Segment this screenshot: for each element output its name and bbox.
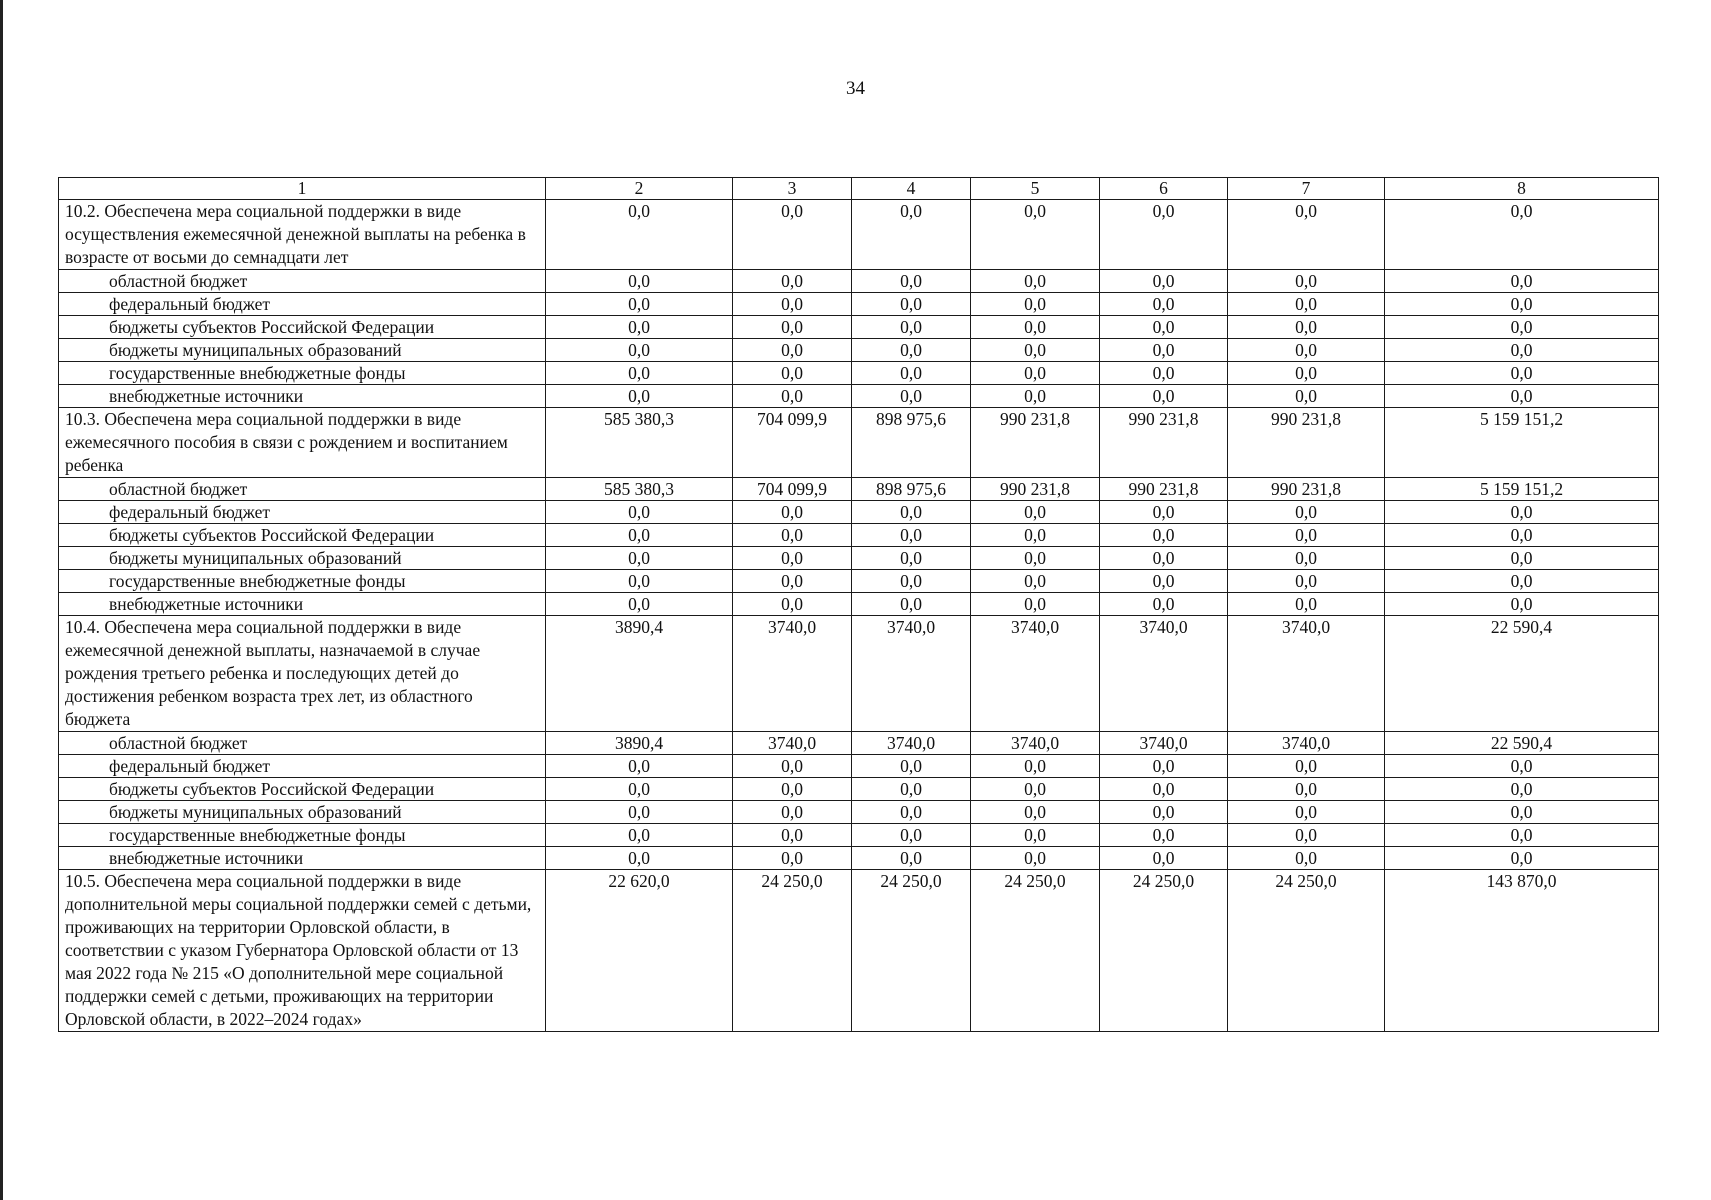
funding-source-value: 0,0 bbox=[852, 801, 971, 824]
funding-source-value: 0,0 bbox=[1385, 270, 1659, 293]
funding-source-value: 0,0 bbox=[733, 339, 852, 362]
funding-source-value: 0,0 bbox=[1228, 778, 1385, 801]
section-title: 10.3. Обеспечена мера социальной поддержки в виде ежемесячного пособия в связи с рождением и воспитанием ребенка bbox=[59, 408, 546, 478]
section-value: 0,0 bbox=[546, 200, 733, 270]
funding-source-value: 0,0 bbox=[546, 316, 733, 339]
funding-source-value: 0,0 bbox=[852, 501, 971, 524]
funding-source-value: 0,0 bbox=[1100, 293, 1228, 316]
funding-source-value: 0,0 bbox=[1100, 593, 1228, 616]
section-row bbox=[59, 616, 1659, 732]
column-number-6: 6 bbox=[1100, 178, 1228, 200]
funding-source-value: 0,0 bbox=[546, 570, 733, 593]
funding-source-value: 0,0 bbox=[733, 824, 852, 847]
funding-source-value: 0,0 bbox=[852, 593, 971, 616]
section-row bbox=[59, 408, 1659, 478]
table-body bbox=[59, 178, 1659, 1032]
funding-source-value: 898 975,6 bbox=[852, 478, 971, 501]
funding-source-value: 0,0 bbox=[1385, 362, 1659, 385]
funding-source-label: бюджеты субъектов Российской Федерации bbox=[59, 778, 546, 801]
funding-source-value: 0,0 bbox=[852, 270, 971, 293]
funding-source-value: 0,0 bbox=[733, 755, 852, 778]
funding-source-value: 0,0 bbox=[1228, 824, 1385, 847]
funding-source-row bbox=[59, 524, 1659, 547]
funding-source-value: 0,0 bbox=[1100, 385, 1228, 408]
funding-source-value: 0,0 bbox=[1385, 593, 1659, 616]
column-number-2: 2 bbox=[546, 178, 733, 200]
funding-source-value: 0,0 bbox=[546, 293, 733, 316]
funding-source-row bbox=[59, 316, 1659, 339]
column-number-3: 3 bbox=[733, 178, 852, 200]
funding-source-value: 5 159 151,2 bbox=[1385, 478, 1659, 501]
funding-source-value: 0,0 bbox=[971, 270, 1100, 293]
section-title: 10.5. Обеспечена мера социальной поддержки в виде дополнительной меры социальной поддержки семей с детьми, проживающих на территории Орловской области, в соответствии с указом Губернатора Орловской области от 13 мая 2022 года № 215 «О дополнительной мере социальной поддержки семей с детьми, проживающих на территории Орловской области, в 2022–2024 годах» bbox=[59, 870, 546, 1032]
funding-source-value: 0,0 bbox=[1228, 362, 1385, 385]
funding-source-row bbox=[59, 847, 1659, 870]
funding-source-value: 0,0 bbox=[1385, 547, 1659, 570]
funding-source-value: 0,0 bbox=[546, 593, 733, 616]
funding-source-value: 585 380,3 bbox=[546, 478, 733, 501]
funding-source-value: 22 590,4 bbox=[1385, 732, 1659, 755]
funding-source-value: 0,0 bbox=[971, 524, 1100, 547]
funding-source-value: 0,0 bbox=[1385, 524, 1659, 547]
section-value: 898 975,6 bbox=[852, 408, 971, 478]
section-value: 3890,4 bbox=[546, 616, 733, 732]
funding-source-value: 0,0 bbox=[852, 547, 971, 570]
funding-source-value: 3740,0 bbox=[971, 732, 1100, 755]
funding-source-value: 0,0 bbox=[733, 593, 852, 616]
section-value: 3740,0 bbox=[852, 616, 971, 732]
funding-source-value: 0,0 bbox=[733, 778, 852, 801]
funding-source-value: 0,0 bbox=[733, 385, 852, 408]
section-value: 22 590,4 bbox=[1385, 616, 1659, 732]
funding-source-row bbox=[59, 778, 1659, 801]
section-value: 585 380,3 bbox=[546, 408, 733, 478]
funding-source-value: 0,0 bbox=[1100, 524, 1228, 547]
funding-source-value: 3740,0 bbox=[733, 732, 852, 755]
section-row bbox=[59, 870, 1659, 1032]
funding-source-row bbox=[59, 570, 1659, 593]
funding-source-value: 0,0 bbox=[1228, 755, 1385, 778]
funding-source-value: 3740,0 bbox=[1228, 732, 1385, 755]
funding-source-value: 0,0 bbox=[852, 362, 971, 385]
funding-source-value: 0,0 bbox=[1228, 524, 1385, 547]
funding-source-value: 990 231,8 bbox=[1228, 478, 1385, 501]
funding-source-value: 0,0 bbox=[1385, 824, 1659, 847]
funding-source-row bbox=[59, 293, 1659, 316]
funding-source-value: 0,0 bbox=[1385, 755, 1659, 778]
funding-source-value: 3740,0 bbox=[852, 732, 971, 755]
funding-source-value: 3740,0 bbox=[1100, 732, 1228, 755]
funding-source-value: 990 231,8 bbox=[1100, 478, 1228, 501]
funding-source-row bbox=[59, 478, 1659, 501]
funding-source-value: 0,0 bbox=[971, 593, 1100, 616]
funding-source-value: 0,0 bbox=[1100, 339, 1228, 362]
funding-source-label: федеральный бюджет bbox=[59, 501, 546, 524]
funding-source-value: 0,0 bbox=[1100, 847, 1228, 870]
section-value: 22 620,0 bbox=[546, 870, 733, 1032]
funding-source-value: 0,0 bbox=[1385, 316, 1659, 339]
funding-source-value: 0,0 bbox=[971, 362, 1100, 385]
funding-source-value: 0,0 bbox=[733, 270, 852, 293]
column-number-5: 5 bbox=[971, 178, 1100, 200]
section-value: 24 250,0 bbox=[971, 870, 1100, 1032]
funding-source-value: 0,0 bbox=[1228, 801, 1385, 824]
column-number-row bbox=[59, 178, 1659, 200]
funding-source-label: областной бюджет bbox=[59, 478, 546, 501]
funding-source-value: 0,0 bbox=[1385, 847, 1659, 870]
funding-source-value: 0,0 bbox=[1100, 316, 1228, 339]
funding-source-row bbox=[59, 755, 1659, 778]
funding-source-value: 0,0 bbox=[546, 339, 733, 362]
funding-source-value: 0,0 bbox=[971, 501, 1100, 524]
funding-source-value: 0,0 bbox=[971, 778, 1100, 801]
funding-source-value: 0,0 bbox=[1228, 316, 1385, 339]
funding-source-value: 0,0 bbox=[1100, 755, 1228, 778]
funding-source-value: 0,0 bbox=[733, 293, 852, 316]
funding-source-row bbox=[59, 339, 1659, 362]
page-number: 34 bbox=[846, 78, 865, 99]
section-value: 24 250,0 bbox=[1100, 870, 1228, 1032]
funding-source-value: 0,0 bbox=[1228, 501, 1385, 524]
budget-table bbox=[58, 177, 1659, 1032]
funding-source-value: 0,0 bbox=[1385, 801, 1659, 824]
funding-source-row bbox=[59, 801, 1659, 824]
section-row bbox=[59, 200, 1659, 270]
section-value: 0,0 bbox=[1228, 200, 1385, 270]
funding-source-value: 990 231,8 bbox=[971, 478, 1100, 501]
funding-source-value: 0,0 bbox=[1228, 547, 1385, 570]
section-value: 3740,0 bbox=[971, 616, 1100, 732]
funding-source-value: 0,0 bbox=[852, 847, 971, 870]
funding-source-value: 0,0 bbox=[971, 293, 1100, 316]
funding-source-value: 0,0 bbox=[1228, 385, 1385, 408]
funding-source-value: 0,0 bbox=[971, 547, 1100, 570]
funding-source-row bbox=[59, 732, 1659, 755]
funding-source-label: внебюджетные источники bbox=[59, 385, 546, 408]
funding-source-value: 0,0 bbox=[971, 755, 1100, 778]
funding-source-label: областной бюджет bbox=[59, 270, 546, 293]
funding-source-value: 0,0 bbox=[852, 293, 971, 316]
funding-source-value: 0,0 bbox=[546, 778, 733, 801]
funding-source-value: 0,0 bbox=[852, 778, 971, 801]
funding-source-value: 0,0 bbox=[1100, 501, 1228, 524]
funding-source-value: 0,0 bbox=[1385, 501, 1659, 524]
funding-source-value: 0,0 bbox=[1100, 801, 1228, 824]
section-value: 24 250,0 bbox=[1228, 870, 1385, 1032]
funding-source-value: 0,0 bbox=[733, 362, 852, 385]
section-value: 0,0 bbox=[1385, 200, 1659, 270]
section-value: 990 231,8 bbox=[971, 408, 1100, 478]
section-value: 0,0 bbox=[852, 200, 971, 270]
column-number-8: 8 bbox=[1385, 178, 1659, 200]
funding-source-value: 0,0 bbox=[546, 362, 733, 385]
funding-source-value: 0,0 bbox=[1228, 293, 1385, 316]
funding-source-value: 0,0 bbox=[1228, 270, 1385, 293]
funding-source-value: 0,0 bbox=[852, 524, 971, 547]
funding-source-value: 0,0 bbox=[1385, 778, 1659, 801]
funding-source-value: 0,0 bbox=[1385, 339, 1659, 362]
funding-source-value: 0,0 bbox=[546, 501, 733, 524]
funding-source-label: государственные внебюджетные фонды bbox=[59, 570, 546, 593]
funding-source-value: 0,0 bbox=[852, 755, 971, 778]
section-title: 10.4. Обеспечена мера социальной поддержки в виде ежемесячной денежной выплаты, назначаемой в случае рождения третьего ребенка и последующих детей до достижения ребенком возраста трех лет, из областного бюджета bbox=[59, 616, 546, 732]
funding-source-label: федеральный бюджет bbox=[59, 293, 546, 316]
funding-source-value: 0,0 bbox=[1385, 293, 1659, 316]
funding-source-value: 0,0 bbox=[852, 316, 971, 339]
funding-source-value: 0,0 bbox=[1228, 847, 1385, 870]
funding-source-value: 0,0 bbox=[1228, 339, 1385, 362]
funding-source-label: бюджеты муниципальных образований bbox=[59, 547, 546, 570]
funding-source-value: 0,0 bbox=[546, 547, 733, 570]
funding-source-row bbox=[59, 270, 1659, 293]
funding-source-label: федеральный бюджет bbox=[59, 755, 546, 778]
funding-source-value: 0,0 bbox=[1385, 570, 1659, 593]
funding-source-value: 0,0 bbox=[1228, 593, 1385, 616]
funding-source-value: 0,0 bbox=[1100, 824, 1228, 847]
funding-source-value: 0,0 bbox=[546, 755, 733, 778]
funding-source-value: 0,0 bbox=[852, 339, 971, 362]
section-value: 0,0 bbox=[1100, 200, 1228, 270]
funding-source-value: 0,0 bbox=[546, 385, 733, 408]
funding-source-row bbox=[59, 593, 1659, 616]
section-value: 143 870,0 bbox=[1385, 870, 1659, 1032]
section-value: 990 231,8 bbox=[1100, 408, 1228, 478]
funding-source-value: 0,0 bbox=[971, 801, 1100, 824]
funding-source-value: 0,0 bbox=[546, 847, 733, 870]
page-scan-edge bbox=[0, 0, 3, 1200]
section-value: 0,0 bbox=[733, 200, 852, 270]
funding-source-value: 0,0 bbox=[971, 570, 1100, 593]
column-number-7: 7 bbox=[1228, 178, 1385, 200]
section-value: 990 231,8 bbox=[1228, 408, 1385, 478]
funding-source-label: государственные внебюджетные фонды bbox=[59, 824, 546, 847]
section-value: 0,0 bbox=[971, 200, 1100, 270]
funding-source-value: 0,0 bbox=[852, 824, 971, 847]
funding-source-value: 0,0 bbox=[546, 801, 733, 824]
column-number-1: 1 bbox=[59, 178, 546, 200]
funding-source-value: 0,0 bbox=[733, 801, 852, 824]
funding-source-label: бюджеты субъектов Российской Федерации bbox=[59, 524, 546, 547]
funding-source-value: 0,0 bbox=[1100, 778, 1228, 801]
funding-source-value: 0,0 bbox=[546, 270, 733, 293]
funding-source-value: 0,0 bbox=[971, 385, 1100, 408]
funding-source-value: 0,0 bbox=[733, 547, 852, 570]
funding-source-value: 704 099,9 bbox=[733, 478, 852, 501]
funding-source-value: 3890,4 bbox=[546, 732, 733, 755]
funding-source-value: 0,0 bbox=[1100, 547, 1228, 570]
funding-source-row bbox=[59, 824, 1659, 847]
funding-source-label: бюджеты муниципальных образований bbox=[59, 801, 546, 824]
funding-source-value: 0,0 bbox=[852, 570, 971, 593]
section-value: 24 250,0 bbox=[852, 870, 971, 1032]
funding-source-value: 0,0 bbox=[971, 824, 1100, 847]
funding-source-value: 0,0 bbox=[852, 385, 971, 408]
funding-source-value: 0,0 bbox=[733, 570, 852, 593]
funding-source-value: 0,0 bbox=[733, 316, 852, 339]
funding-source-row bbox=[59, 362, 1659, 385]
section-value: 24 250,0 bbox=[733, 870, 852, 1032]
section-value: 3740,0 bbox=[733, 616, 852, 732]
funding-source-value: 0,0 bbox=[733, 847, 852, 870]
funding-source-value: 0,0 bbox=[971, 847, 1100, 870]
funding-source-label: внебюджетные источники bbox=[59, 847, 546, 870]
column-number-4: 4 bbox=[852, 178, 971, 200]
funding-source-label: бюджеты субъектов Российской Федерации bbox=[59, 316, 546, 339]
funding-source-value: 0,0 bbox=[1100, 270, 1228, 293]
funding-source-value: 0,0 bbox=[971, 339, 1100, 362]
funding-source-row bbox=[59, 547, 1659, 570]
funding-source-value: 0,0 bbox=[546, 524, 733, 547]
section-value: 3740,0 bbox=[1100, 616, 1228, 732]
funding-source-value: 0,0 bbox=[733, 501, 852, 524]
funding-source-row bbox=[59, 385, 1659, 408]
funding-source-value: 0,0 bbox=[733, 524, 852, 547]
funding-source-row bbox=[59, 501, 1659, 524]
section-title: 10.2. Обеспечена мера социальной поддержки в виде осуществления ежемесячной денежной выплаты на ребенка в возрасте от восьми до семнадцати лет bbox=[59, 200, 546, 270]
funding-source-value: 0,0 bbox=[546, 824, 733, 847]
funding-source-label: бюджеты муниципальных образований bbox=[59, 339, 546, 362]
funding-source-value: 0,0 bbox=[1100, 362, 1228, 385]
funding-source-value: 0,0 bbox=[971, 316, 1100, 339]
funding-source-value: 0,0 bbox=[1385, 385, 1659, 408]
funding-source-value: 0,0 bbox=[1100, 570, 1228, 593]
funding-source-label: внебюджетные источники bbox=[59, 593, 546, 616]
section-value: 704 099,9 bbox=[733, 408, 852, 478]
funding-source-label: областной бюджет bbox=[59, 732, 546, 755]
funding-source-label: государственные внебюджетные фонды bbox=[59, 362, 546, 385]
section-value: 5 159 151,2 bbox=[1385, 408, 1659, 478]
funding-source-value: 0,0 bbox=[1228, 570, 1385, 593]
section-value: 3740,0 bbox=[1228, 616, 1385, 732]
